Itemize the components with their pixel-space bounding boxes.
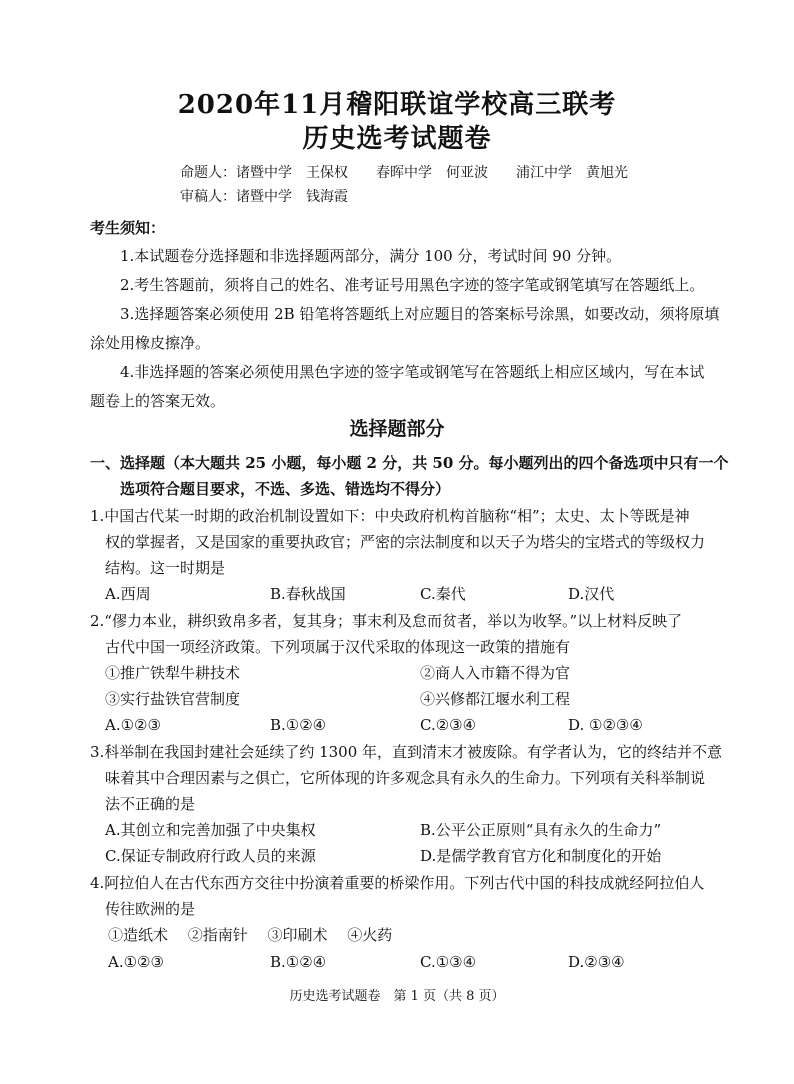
- page-footer: 历史选考试题卷 第 1 页（共 8 页）: [289, 989, 505, 1004]
- question-3-option-d: D.是儒学教育官方化和制度化的开始: [420, 847, 662, 865]
- question-2-option-b: B.①②④: [270, 716, 327, 734]
- reviewer-line: 审稿人：诸暨中学 钱海霞: [180, 189, 348, 205]
- authors-line: 命题人：诸暨中学 王保权 春晖中学 何亚波 浦江中学 黄旭光: [180, 165, 628, 181]
- question-1-option-b: B.春秋战国: [270, 585, 346, 603]
- question-2-option-c: C.②③④: [420, 716, 477, 734]
- question-2-stem: 2.“僇力本业，耕织致帛多者，复其身；事末利及怠而贫者，举以为收孥。”以上材料反映了: [90, 612, 683, 630]
- question-1-option-d: D.汉代: [568, 585, 615, 603]
- question-4-option-d: D.②③④: [568, 953, 625, 971]
- question-1-stem-end: 结构。这一时期是: [105, 559, 226, 577]
- question-2-item-2: ②商人入市籍不得为官: [420, 664, 571, 682]
- question-2-item-1: ①推广铁犁牛耕技术: [105, 664, 241, 682]
- part1-instructions: 一、选择题（本大题共 25 小题，每小题 2 分，共 50 分。每小题列出的四个备选项中只有一个: [90, 454, 729, 472]
- question-4-option-c: C.①③④: [420, 953, 477, 971]
- question-3-stem-cont: 味着其中合理因素与之俱亡，它所体现的许多观念具有永久的生命力。下列项有关科举制说: [105, 769, 706, 787]
- question-4-stem: 4.阿拉伯人在古代东西方交往中扮演着重要的桥梁作用。下列古代中国的科技成就经阿拉伯人: [90, 874, 705, 892]
- question-4-option-b: B.①②④: [270, 953, 327, 971]
- exam-subtitle: 历史选考试题卷: [302, 124, 492, 154]
- question-1-option-a: A.西周: [105, 585, 151, 603]
- question-2-option-d: D. ①②③④: [568, 716, 643, 734]
- question-1-option-c: C.秦代: [420, 585, 466, 603]
- question-2-item-3: ③实行盐铁官营制度: [105, 690, 241, 708]
- question-2-item-4: ④兴修都江堰水利工程: [420, 690, 571, 708]
- exam-title: 2020年11月稽阳联谊学校高三联考: [177, 90, 617, 120]
- notice-item-2: 2.考生答题前，须将自己的姓名、准考证号用黑色字迹的签字笔或钢笔填写在答题纸上。: [120, 276, 705, 294]
- question-4-option-a: A.①②③: [108, 953, 164, 971]
- part1-instructions-cont: 选项符合题目要求，不选、多选、错选均不得分）: [120, 480, 451, 498]
- question-2-option-a: A.①②③: [105, 716, 161, 734]
- notice-item-4: 4.非选择题的答案必须使用黑色字迹的签字笔或钢笔写在答题纸上相应区域内，写在本试: [120, 363, 705, 381]
- question-1-stem-cont: 权的掌握者，又是国家的重要执政官；严密的宗法制度和以天子为塔尖的宝塔式的等级权力: [105, 533, 706, 551]
- question-3-stem-end: 法不正确的是: [105, 795, 196, 813]
- question-3-stem: 3.科举制在我国封建社会延续了约 1300 年，直到清末才被废除。有学者认为，它的终结并不意: [90, 743, 723, 761]
- notice-item-4-cont: 题卷上的答案无效。: [90, 392, 226, 410]
- notice-item-3: 3.选择题答案必须使用 2B 铅笔将答题纸上对应题目的答案标号涂黑，如要改动，须将原填: [120, 305, 720, 323]
- question-3-option-a: A.其创立和完善加强了中央集权: [105, 821, 316, 839]
- question-1-stem: 1.中国古代某一时期的政治机制设置如下：中央政府机构首脑称“相”；太史、太卜等既是神: [90, 507, 690, 525]
- question-4-stem-cont: 传往欧洲的是: [105, 900, 196, 918]
- notice-item-3-cont: 涂处用橡皮擦净。: [90, 334, 211, 352]
- question-4-items: ①造纸术 ②指南针 ③印刷术 ④火药: [108, 926, 393, 944]
- notice-item-1: 1.本试题卷分选择题和非选择题两部分，满分 100 分，考试时间 90 分钟。: [120, 247, 622, 265]
- question-3-option-b: B.公平公正原则“具有永久的生命力”: [420, 821, 662, 839]
- notice-heading: 考生须知：: [90, 219, 166, 237]
- question-3-option-c: C.保证专制政府行政人员的来源: [105, 847, 316, 865]
- question-2-stem-cont: 古代中国一项经济政策。下列项属于汉代采取的体现这一政策的措施有: [105, 638, 571, 656]
- section-title: 选择题部分: [349, 418, 445, 440]
